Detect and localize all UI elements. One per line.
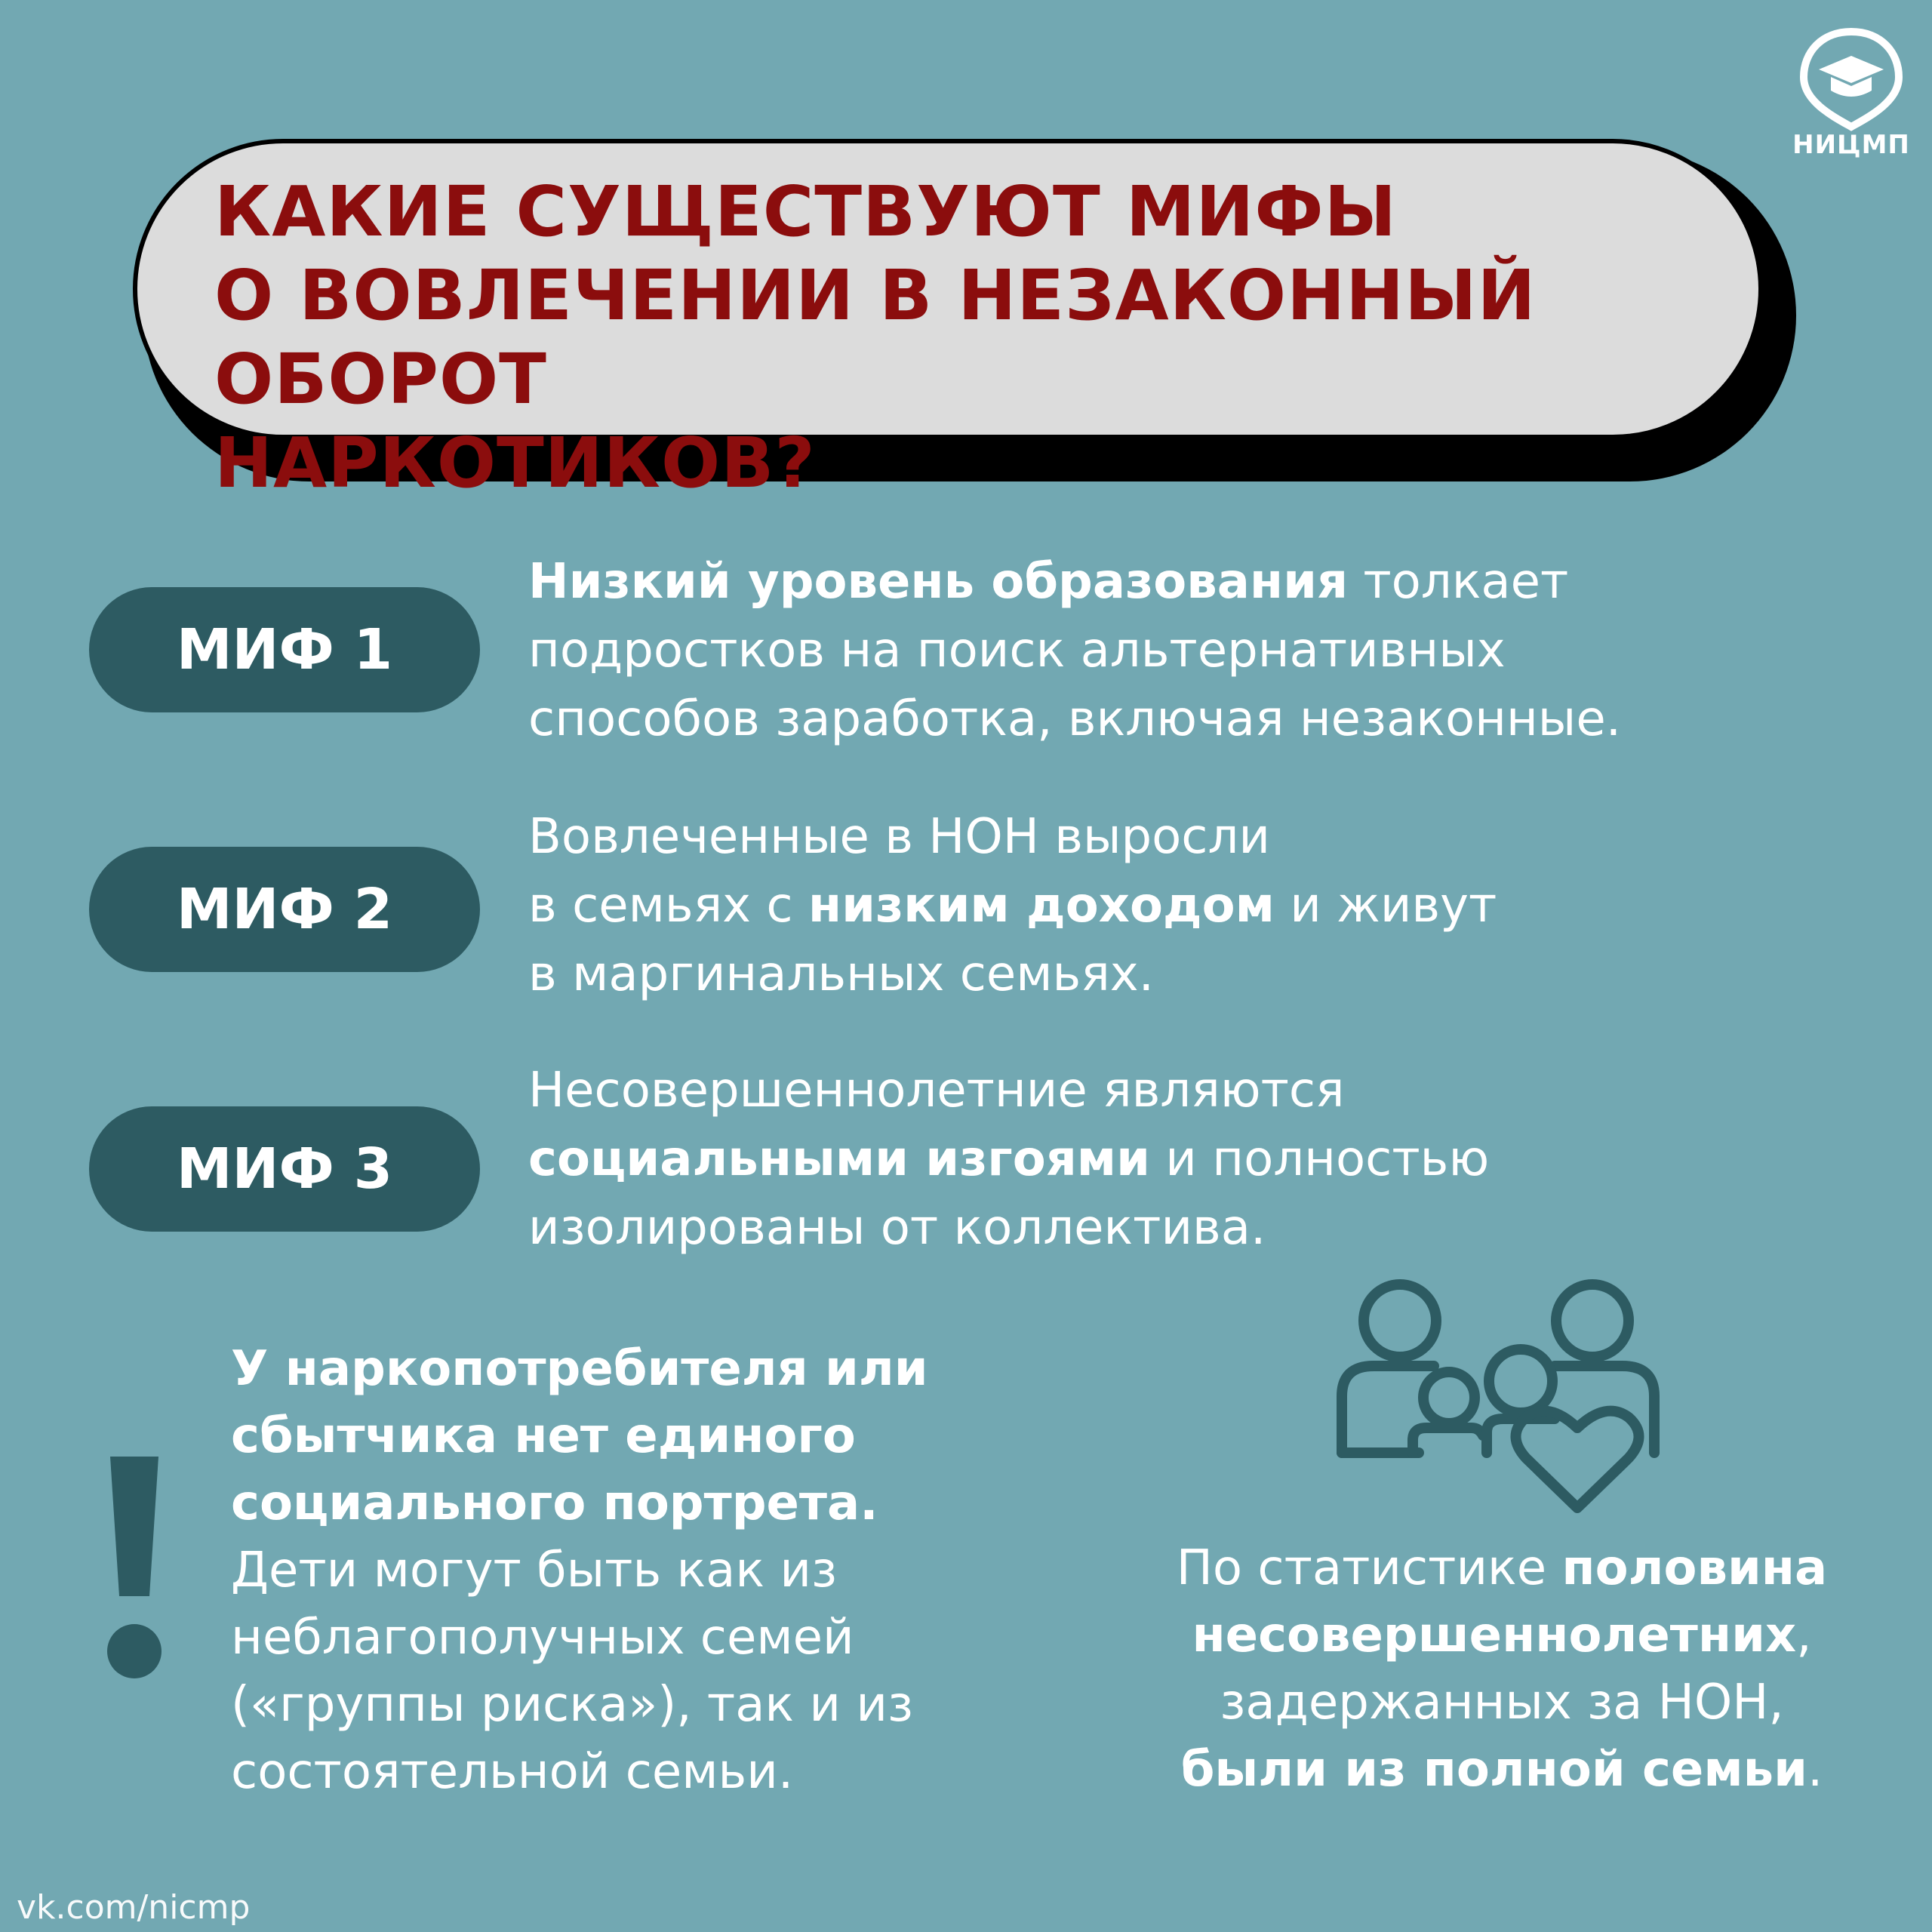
myth-3-line-2 (528, 1125, 1887, 1194)
myth-3-badge: МИФ 3 (89, 1106, 480, 1232)
myth-1-line-1-rest: толкает (1348, 554, 1569, 610)
stat-bold-2: несовершеннолетних (1192, 1607, 1797, 1663)
myth-2-line-2-pre: в семьях с (528, 878, 808, 934)
stat-line-4 (1087, 1737, 1917, 1804)
page-title (214, 170, 1754, 505)
myth-2-text (528, 803, 1887, 1009)
logo-pin-graduation-icon (1787, 26, 1915, 131)
nicmp-logo (1787, 26, 1915, 162)
note-bold-line-3 (231, 1470, 1061, 1537)
note-bold-1: У наркопотребителя или (231, 1341, 928, 1397)
stat-text (1087, 1535, 1917, 1804)
myth-1-line-1 (528, 548, 1887, 617)
note-bold-3: социального портрета. (231, 1475, 878, 1531)
stat-line-3: задержанных за НОН, (1220, 1675, 1784, 1730)
stat-bold-4: были из полной семьи (1180, 1742, 1807, 1798)
myth-3-bold: социальными изгоями (528, 1131, 1150, 1187)
note-line-3: («группы риска»), так и из (231, 1677, 913, 1733)
stat-line-1-pre: По статистике (1176, 1540, 1562, 1596)
stat-bold-1: половина (1561, 1540, 1828, 1596)
stat-line-2-post: , (1796, 1607, 1812, 1663)
logo-text: НИЦМП (1792, 130, 1910, 160)
note-bold-line-2 (231, 1403, 1061, 1470)
note-bold-2: сбытчика нет единого (231, 1408, 856, 1464)
myth-3-line-1: Несовершеннолетние являются (528, 1063, 1345, 1118)
title-line-1: КАКИЕ СУЩЕСТВУЮТ МИФЫ (214, 171, 1397, 252)
stat-line-4-post: . (1807, 1742, 1823, 1798)
myth-2-line-1: Вовлеченные в НОН выросли (528, 809, 1270, 865)
myth-3-text (528, 1057, 1887, 1263)
stat-line-2 (1087, 1602, 1917, 1669)
myth-1-line-3: способов заработка, включая незаконные. (528, 691, 1622, 747)
family-heart-icon (1328, 1268, 1668, 1524)
myth-2-badge: МИФ 2 (89, 847, 480, 972)
title-line-3: НАРКОТИКОВ? (214, 423, 816, 503)
myth-1-bold: Низкий уровень образования (528, 554, 1349, 610)
myth-2-line-2 (528, 872, 1887, 940)
note-line-1: Дети могут быть как из (231, 1543, 837, 1598)
footer-link[interactable]: vk.com/nicmp (17, 1888, 251, 1927)
stat-line-1 (1087, 1535, 1917, 1602)
note-bold-line-1 (231, 1336, 1061, 1403)
title-line-2: О ВОВЛЕЧЕНИИ В НЕЗАКОННЫЙ ОБОРОТ (214, 255, 1537, 420)
myth-2-line-3: в маргинальных семьях. (528, 946, 1154, 1002)
note-line-4: состоятельной семьи. (231, 1744, 794, 1800)
myth-1-line-2: подростков на поиск альтернативных (528, 623, 1506, 678)
myth-2-line-2-post: и живут (1274, 878, 1497, 934)
myth-3-line-3: изолированы от коллектива. (528, 1200, 1266, 1256)
myth-1-badge: МИФ 1 (89, 587, 480, 712)
note-line-2: неблагополучных семей (231, 1610, 854, 1666)
note-text (231, 1336, 1061, 1806)
myth-3-line-2-post: и полностью (1149, 1131, 1490, 1187)
exclamation-icon (97, 1441, 172, 1683)
myth-2-bold: низким доходом (808, 878, 1275, 934)
myth-1-text (528, 548, 1887, 754)
